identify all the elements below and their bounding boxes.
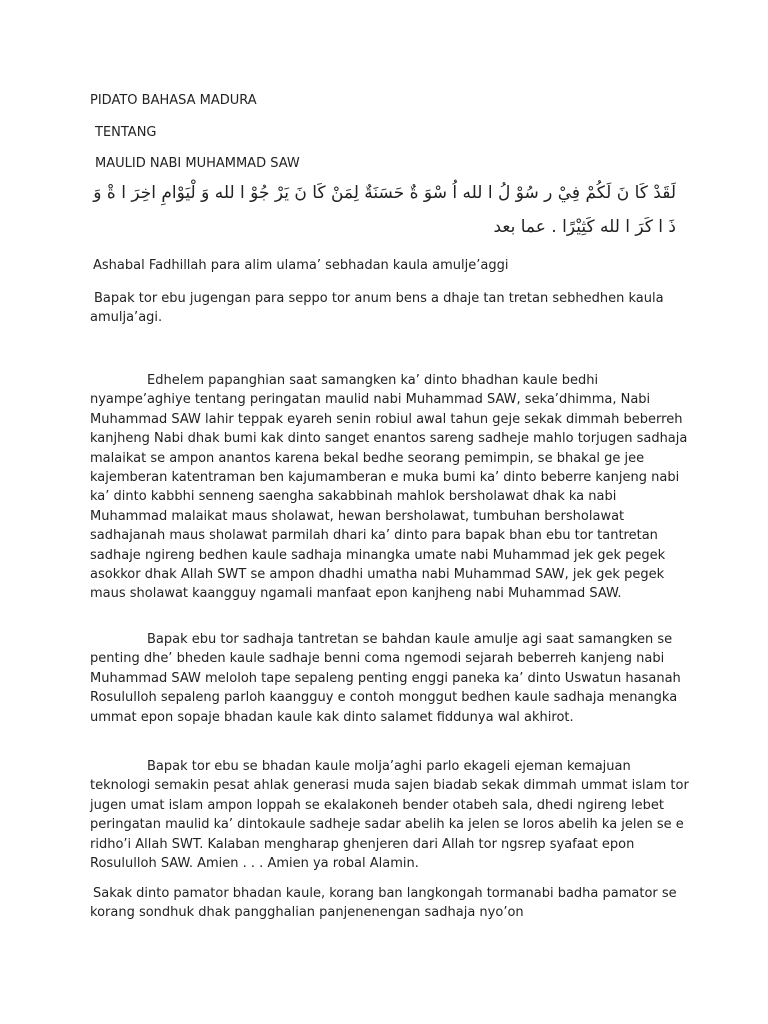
body-paragraph-3: Bapak tor ebu se bhadan kaule molja’aghi parlo ekageli ejeman kemajuan teknologi semakin pesat ahlak generasi muda sajen biadab sekak dimmah ummat islam tor jugen umat islam ampon loppah se ekalakoneh bender otabeh sala, dhedi ngireng lebet peringatan maulid ka’ dintokaule sadheje sadar abelih ka jelen se loros abelih ka jelen se e ridho’i Allah SWT. Kalaban mengharap ghenjeren dari Allah tor ngsrep syafaat epon Rosululloh SAW. Amien . . . Amien ya robal Alamin. — [90, 759, 689, 872]
body-paragraph-4: Sakak dinto pamator bhadan kaule, korang ban langkongah tormanabi badha pamator se korang sondhuk dhak pangghalian panjenenengan sadhaja nyo’on — [90, 886, 677, 921]
document-title: PIDATO BAHASA MADURA — [90, 93, 257, 108]
body-paragraph-1: Edhelem papanghian saat samangken ka’ dinto bhadhan kaule bedhi nyampe’aghiye tentang peringatan maulid nabi Muhammad SAW, seka’dhimma, Nabi Muhammad SAW lahir teppak eyareh senin robiul awal tahun geje sekak dimmah beberreh kanjheng Nabi dhak bumi kak dinto sanget enantos sareng sadheje mahlo torjugen sadhaja malaikat se ampon anantos karena bekal bedhe seorang pemimpin, se bhakal ge jee kajemberan katentraman ben kajumamberan e muka bumi ka’ dinto beberre kanjeng nabi ka’ dinto kabbhi senneng saengha sakabbinah mahlok bersholawat dhak ka nabi Muhammad malaikat maus sholawat, hewan bersholawat, tumbuhan bersholawat sadhajanah maus sholawat parmilah dhari ka’ dinto para bapak bhan ebu tor tantretan sadhaje ngireng bedhen kaule sadhaja minangka umate nabi Muhammad jek gek pegek asokkor dhak Allah SWT se ampon dhadhi umatha nabi Muhammad SAW, jek gek pegek maus sholawat kaangguy ngamali manfaat epon kanjheng nabi Muhammad SAW. — [90, 373, 688, 602]
document-topic: MAULID NABI MUHAMMAD SAW — [95, 156, 300, 171]
arabic-verse: لَقَدْ كَا نَ لَكُمْ فِيْ ر سُوْ لُ ا لله اُ سْوَ ةٌ حَسَنَةٌ لِمَنْ كَا نَ يَرْ جُوْ ا لله وَ لْيَوْامِ اخِرَ ا ةْ وَ ذَ ا كَرَ ا لله كَثِيْرًا . عما بعد — [93, 183, 676, 237]
body-paragraph-2: Bapak ebu tor sadhaja tantretan se bahdan kaule amulje agi saat samangken se penting dhe’ bheden kaule sadhaje benni coma ngemodi sejarah beberreh kanjeng nabi Muhammad SAW meloloh tape sepaleng penting enggi paneka ka’ dinto Uswatun hasanah Rosululloh sepaleng parloh kaangguy e contoh monggut bedhen kaule sadhaja menangka ummat epon sopaje bhadan kaule kak dinto salamet fiddunya wal akhirot. — [90, 632, 681, 725]
document-subtitle: TENTANG — [95, 125, 157, 140]
greeting-audience: Bapak tor ebu jugengan para seppo tor anum bens a dhaje tan tretan sebhedhen kaula amulja’agi. — [90, 291, 664, 326]
greeting-scholars: Ashabal Fadhillah para alim ulama’ sebhadan kaula amulje’aggi — [93, 258, 509, 273]
